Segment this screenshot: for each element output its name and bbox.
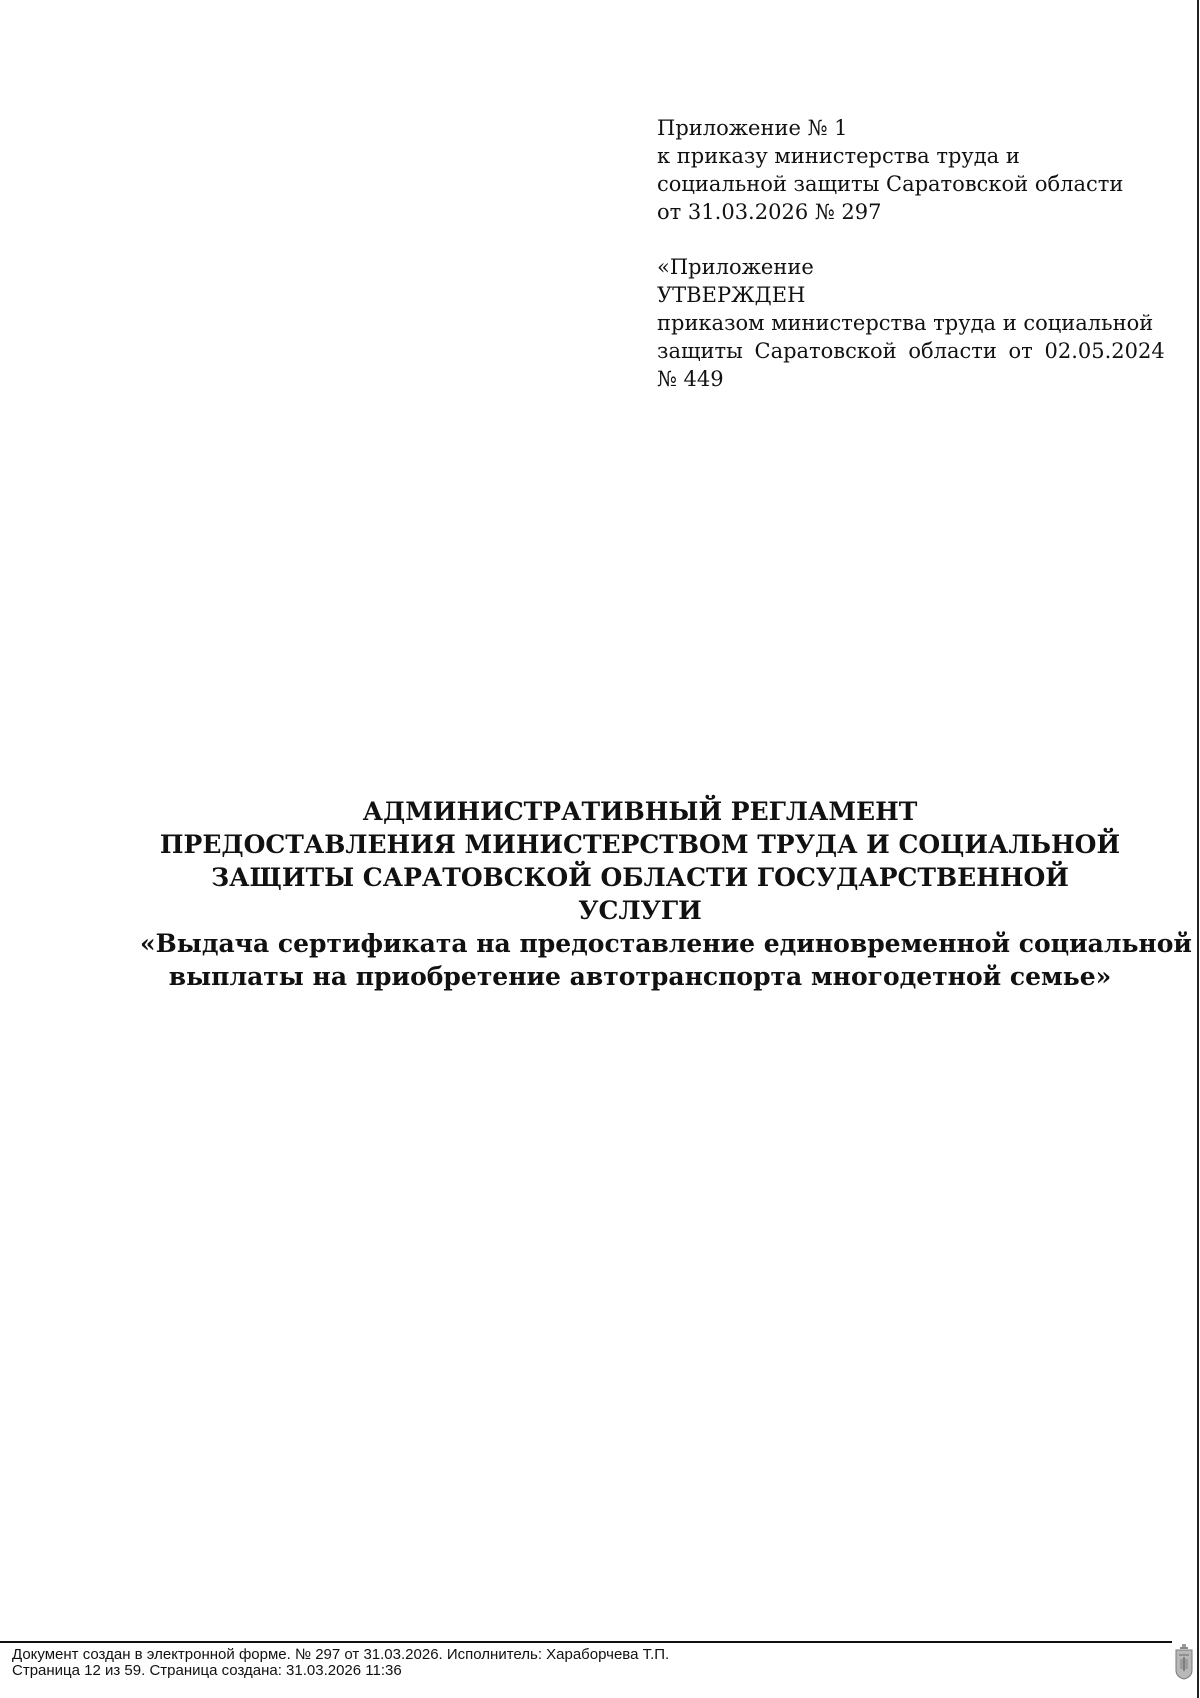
document-footer bbox=[0, 1641, 1200, 1698]
approval-line: «Приложение bbox=[657, 255, 814, 279]
coat-of-arms-icon bbox=[1174, 1644, 1194, 1680]
footer-text bbox=[12, 1647, 669, 1679]
title-line: выплаты на приобретение автотранспорта многодетной семье» bbox=[168, 962, 1112, 991]
title-line: ЗАЩИТЫ САРАТОВСКОЙ ОБЛАСТИ ГОСУДАРСТВЕННОЙ bbox=[211, 863, 1069, 892]
appendix-reference bbox=[657, 114, 1127, 226]
title-line: «Выдача сертификата на предоставление единовременной социальной bbox=[140, 929, 1192, 958]
title-line: АДМИНИСТРАТИВНЫЙ РЕГЛАМЕНТ bbox=[362, 797, 918, 826]
page-right-border bbox=[1197, 0, 1199, 1698]
appendix-line: Приложение № 1 bbox=[657, 116, 848, 140]
footer-line-document-info: Документ создан в электронной форме. № 297 от 31.03.2026. Исполнитель: Хараборчева Т.П. bbox=[12, 1646, 670, 1663]
approval-stamp-text bbox=[657, 253, 1165, 393]
approval-line: защиты Саратовской области от 02.05.2024 bbox=[657, 339, 1165, 363]
footer-line-page-info: Страница 12 из 59. Страница создана: 31.03.2026 11:36 bbox=[12, 1662, 402, 1679]
title-line: ПРЕДОСТАВЛЕНИЯ МИНИСТЕРСТВОМ ТРУДА И СОЦИАЛЬНОЙ bbox=[159, 830, 1121, 859]
appendix-line: социальной защиты Саратовской области bbox=[657, 172, 1124, 196]
approval-line: приказом министерства труда и социальной bbox=[657, 311, 1154, 335]
appendix-line: от 31.03.2026 № 297 bbox=[657, 200, 882, 224]
approval-line: УТВЕРЖДЕН bbox=[657, 283, 806, 307]
document-title bbox=[140, 795, 1192, 993]
title-line: УСЛУГИ bbox=[578, 896, 702, 925]
footer-divider bbox=[0, 1641, 1172, 1643]
appendix-line: к приказу министерства труда и bbox=[657, 144, 1020, 168]
approval-line: № 449 bbox=[657, 367, 724, 391]
